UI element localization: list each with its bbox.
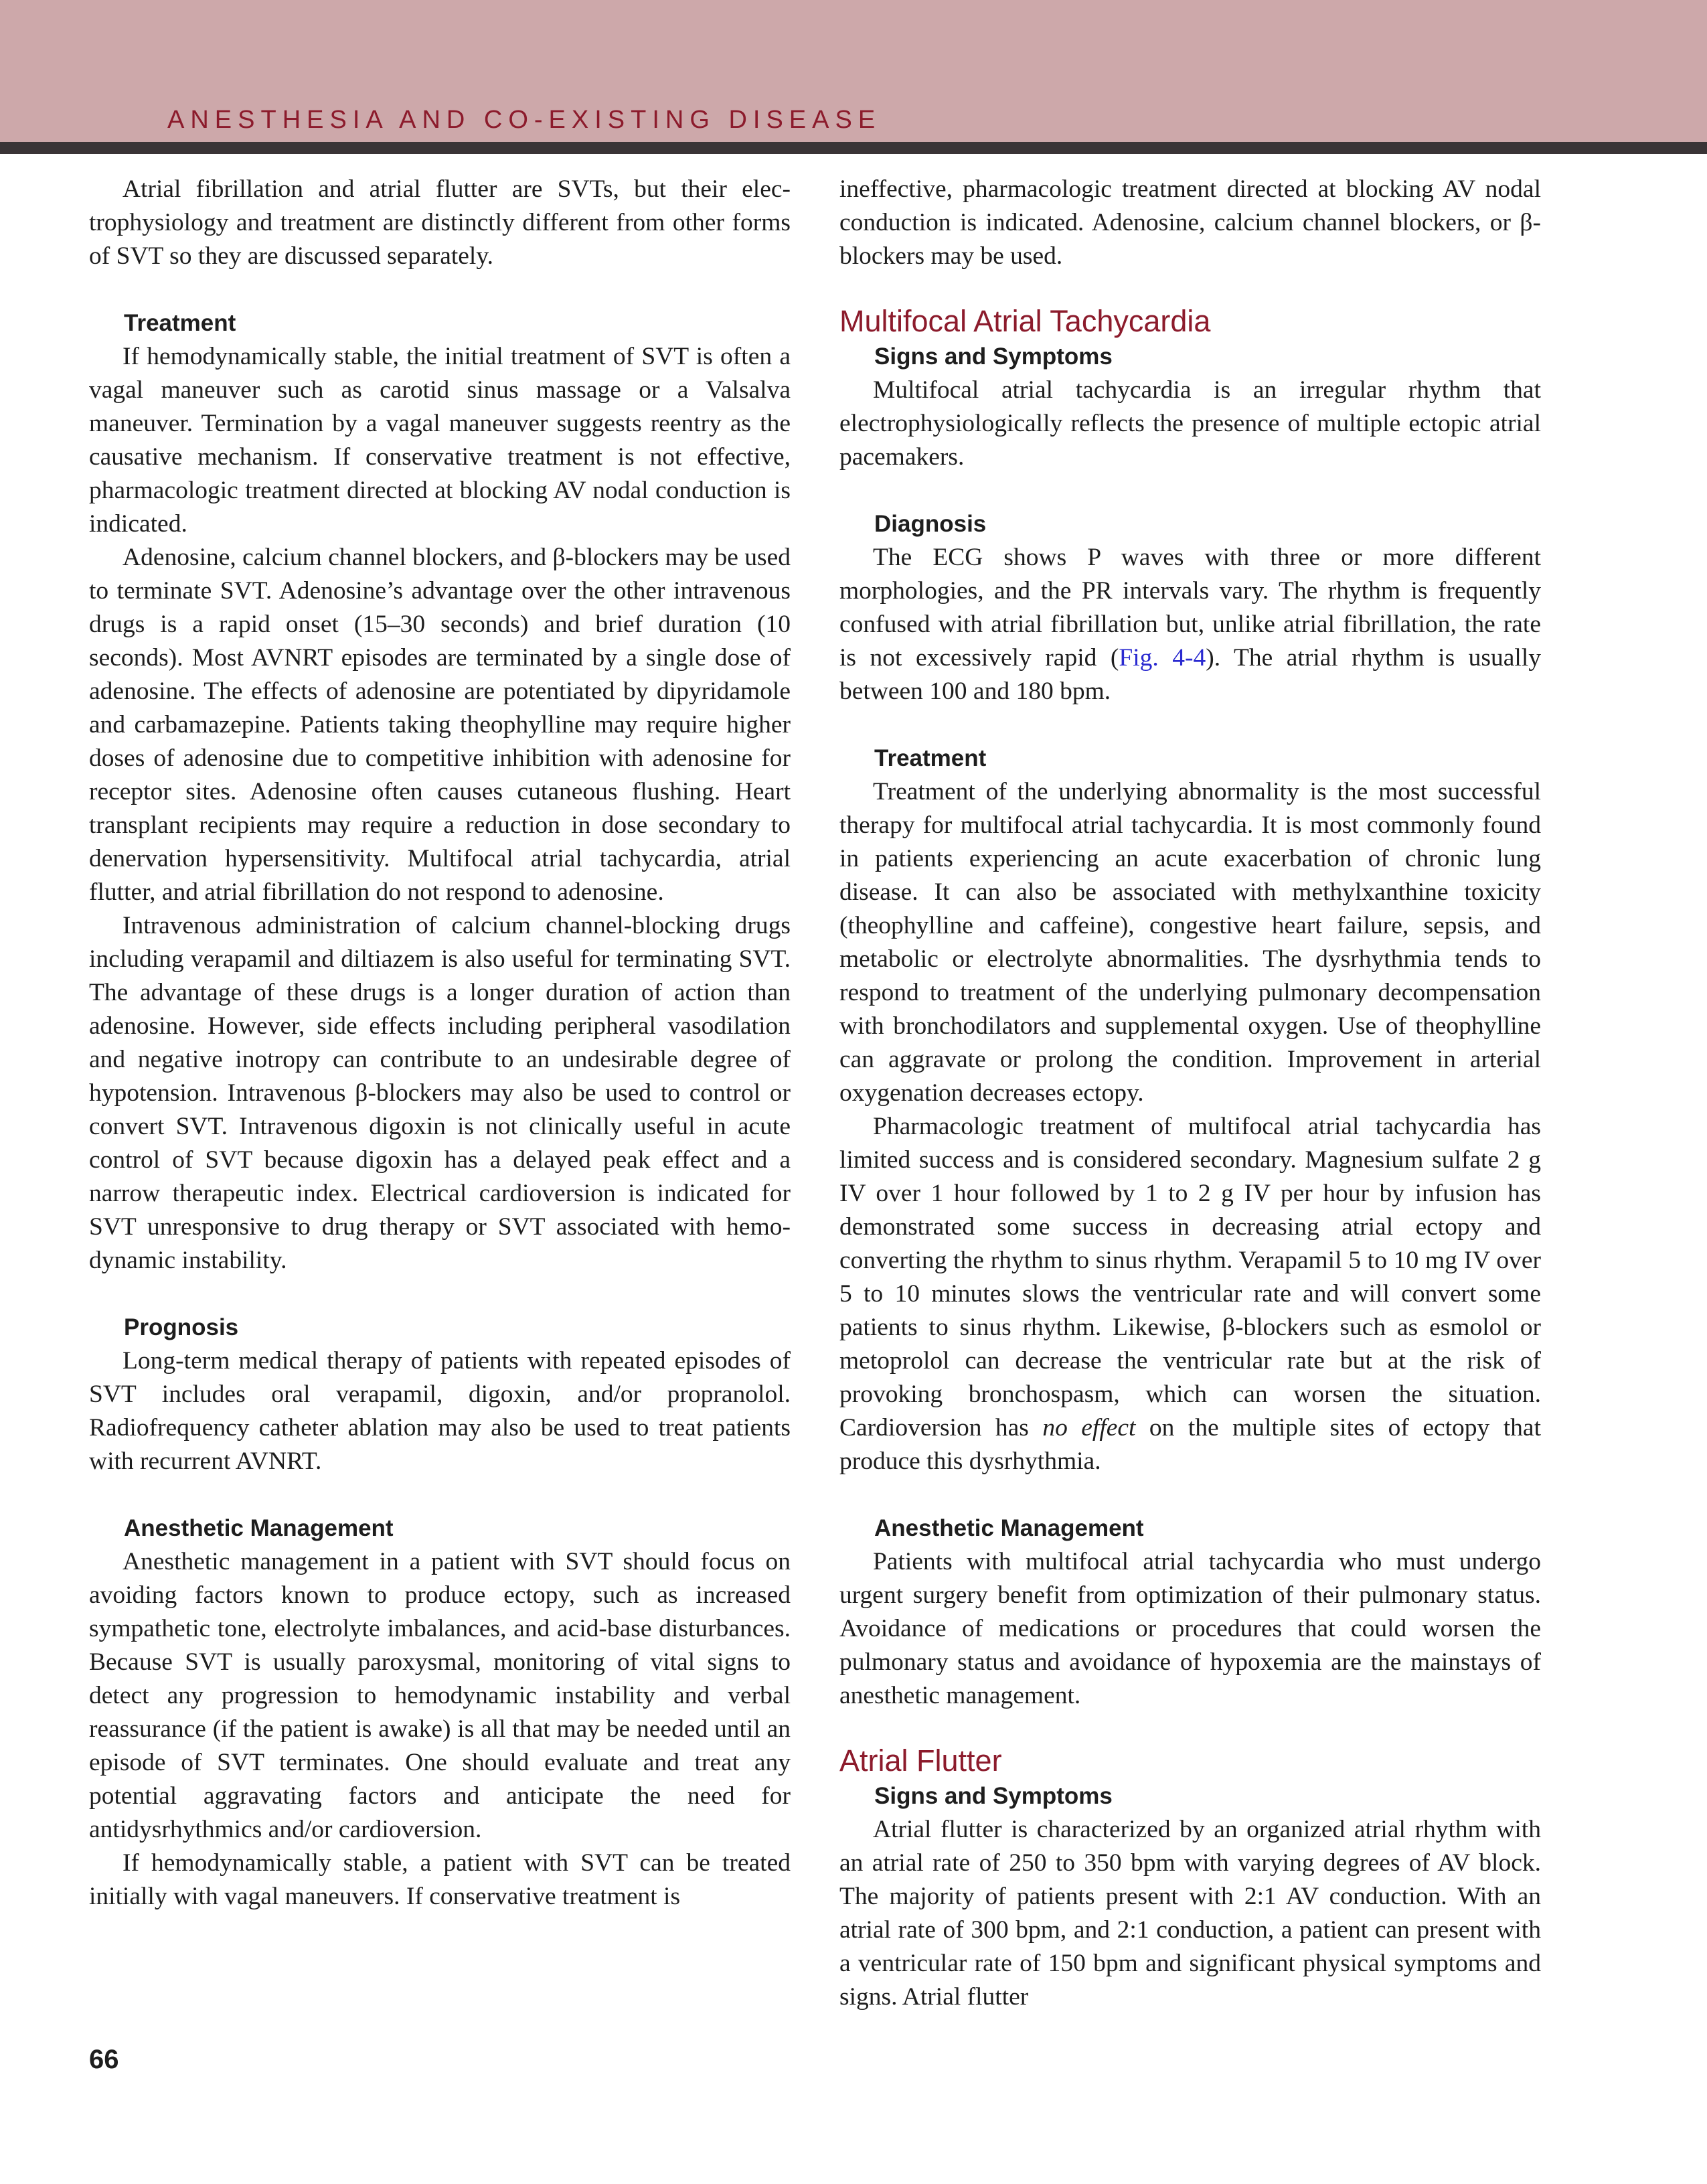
mat-treatment-paragraph-2: [839, 1110, 1541, 1478]
treatment-paragraph-3: Intravenous administration of calcium channel-blocking drugs including verapamil and diltiazem is also useful for terminating SVT. The advantage of these drugs is a longer duration of action than adenosine. However, side effects including peripheral vasodilation and negative inotropy can contribute to an undesirable degree of hypotension. Intravenous β-blockers may also be used to control or convert SVT. Intravenous digoxin is not clinically useful in acute control of SVT because digoxin has a delayed peak effect and a narrow therapeutic index. Electrical cardioversion is indicated for SVT unresponsive to drug therapy or SVT associated with hemodynamic instability.: [89, 912, 791, 1274]
mat-treatment-paragraph-1: Treatment of the underlying abnormality is the most successful therapy for multifocal atrial tachycardia. It is most commonly found in patients experiencing an acute exacerbation of chronic lung disease. It can also be associated with methylxanthine toxicity (theophylline and caffeine), congestive heart failure, sepsis, and metabolic or electrolyte abnormalities. The dysrhythmia tends to respond to treatment of the underlying pulmonary decompensation with bronchodilators and supplemental oxygen. Use of theophylline can aggravate or prolong the condition. Improvement in arterial oxygenation decreases ectopy.: [839, 778, 1541, 1107]
mat-signs-heading: Signs and Symptoms: [874, 343, 1113, 370]
prognosis-paragraph: Long-term medical therapy of patients with repeated episodes of SVT includes oral verapamil, digoxin, and/or propranolol. Radiofrequency catheter ablation may also be used to treat patients with recurrent AVNRT.: [89, 1347, 791, 1475]
mat-anesthetic-heading: Anesthetic Management: [874, 1515, 1144, 1541]
mat-anesthetic-paragraph: Patients with multifocal atrial tachycardia who must undergo urgent surgery benefit from optimization of their pulmonary status. Avoidance of medications or procedures that could worsen the pulmonary status and avoidance of hypoxemia are the mainstays of anesthetic management.: [839, 1548, 1541, 1709]
anesthetic-management-heading: Anesthetic Management: [124, 1515, 394, 1541]
right-column: [839, 173, 1541, 2014]
page-number: 66: [89, 2045, 119, 2074]
diagnosis-text-before: The ECG shows P waves with three or more different morphologies, and the PR intervals vary. The rhythm is frequently confused with atrial fibrillation but, unlike atrial fibrillation, the rate is not excessively rapid (: [839, 544, 1541, 672]
continuation-paragraph: ineffective, pharmacologic treatment directed at blocking AV nodal conduction is indicated. Adenosine, calcium channel blockers, or β-blockers may be used.: [839, 175, 1541, 270]
left-column: [89, 173, 791, 1914]
flutter-signs-paragraph: Atrial flutter is characterized by an organized atrial rhythm with an atrial rate of 250 to 350 bpm with varying degrees of AV block. The majority of patients present with 2:1 AV conduction. With an atrial rate of 300 bpm, and 2:1 conduction, a patient can present with a ventricular rate of 150 bpm and significant physical symptoms and signs. Atrial flutter: [839, 1816, 1541, 2011]
anesthetic-paragraph-1: Anesthetic management in a patient with SVT should focus on avoiding factors known to produce ectopy, such as increased sympathetic tone, electrolyte imbalances, and acid-base disturbances. Because SVT is usually paroxysmal, monitoring of vital signs to detect any progression to hemodynamic instability and verbal reassurance (if the patient is awake) is all that may be needed until an episode of SVT terminates. One should evaluate and treat any potential aggravating factors and anticipate the need for antidysrhythmics and/or cardioversion.: [89, 1548, 791, 1843]
diagnosis-text-after: ). The atrial rhythm is usually between 100 and 180 bpm.: [839, 644, 1541, 705]
treatment-paragraph-1: If hemodynamically stable, the initial treatment of SVT is often a vagal maneuver such as carotid sinus massage or a Valsalva maneuver. Termination by a vagal maneuver suggests reentry as the causative mechanism. If conservative treatment is not effective, pharmacologic treatment directed at blocking AV nodal conduction is indicated.: [89, 343, 791, 538]
treatment-text-before: Pharmacologic treatment of multifocal atrial tachycardia has limited success and is considered secondary. Magnesium sulfate 2 g IV over 1 hour followed by 1 to 2 g IV per hour by infusion has demonstrated some success in decreasing atrial ectopy and converting the rhythm to sinus rhythm. Verapamil 5 to 10 mg IV over 5 to 10 minutes slows the ventricular rate and will convert some patients to sinus rhythm. Likewise, β-blockers such as esmolol or metoprolol can decrease the ventricular rate but at the risk of provoking bronchospasm, which can worsen the situation. Cardioversion has: [839, 1113, 1541, 1441]
intro-paragraph: Atrial fibrillation and atrial flutter are SVTs, but their electrophysiology and treatment are distinctly different from other forms of SVT so they are discussed separately.: [89, 175, 791, 270]
treatment-paragraph-2: Adenosine, calcium channel blockers, and β-blockers may be used to terminate SVT. Adenosine’s advantage over the other intravenous drugs is a rapid onset (15–30 seconds) and brief duration (10 seconds). Most AVNRT episodes are terminated by a single dose of adenosine. The effects of adenosine are potentiated by dipyridamole and carbamazepine. Patients taking theophylline may require higher doses of adenosine due to competitive inhibition with adenosine for receptor sites. Adenosine often causes cutaneous flushing. Heart transplant recipients may require a reduction in dose secondary to denervation hypersensitivity. Multifocal atrial tachycardia, atrial flutter, and atrial fibrillation do not respond to adenosine.: [89, 544, 791, 906]
mat-diagnosis-heading: Diagnosis: [874, 511, 987, 537]
flutter-signs-heading: Signs and Symptoms: [874, 1783, 1113, 1809]
atrial-flutter-section-title: Atrial Flutter: [839, 1743, 1002, 1778]
mat-diagnosis-paragraph: [839, 541, 1541, 708]
anesthetic-paragraph-2: If hemodynamically stable, a patient with SVT can be treated initially with vagal maneuvers. If conservative treatment is: [89, 1849, 791, 1910]
treatment-heading: Treatment: [124, 310, 236, 336]
mat-section-title: Multifocal Atrial Tachycardia: [839, 304, 1211, 338]
header-rule: [0, 142, 1707, 154]
running-header-title: ANESTHESIA AND CO-EXISTING DISEASE: [167, 106, 882, 134]
no-effect-emphasis: no effect: [1042, 1414, 1136, 1441]
mat-signs-paragraph: Multifocal atrial tachycardia is an irregular rhythm that electrophysiologically reflects the presence of multiple ectopic atrial pacemakers.: [839, 376, 1541, 471]
figure-4-4-link[interactable]: Fig. 4-4: [1119, 644, 1206, 672]
prognosis-heading: Prognosis: [124, 1314, 239, 1340]
mat-treatment-heading: Treatment: [874, 745, 987, 771]
treatment-text-after: on the multiple sites of ectopy that produce this dysrhythmia.: [839, 1414, 1541, 1475]
